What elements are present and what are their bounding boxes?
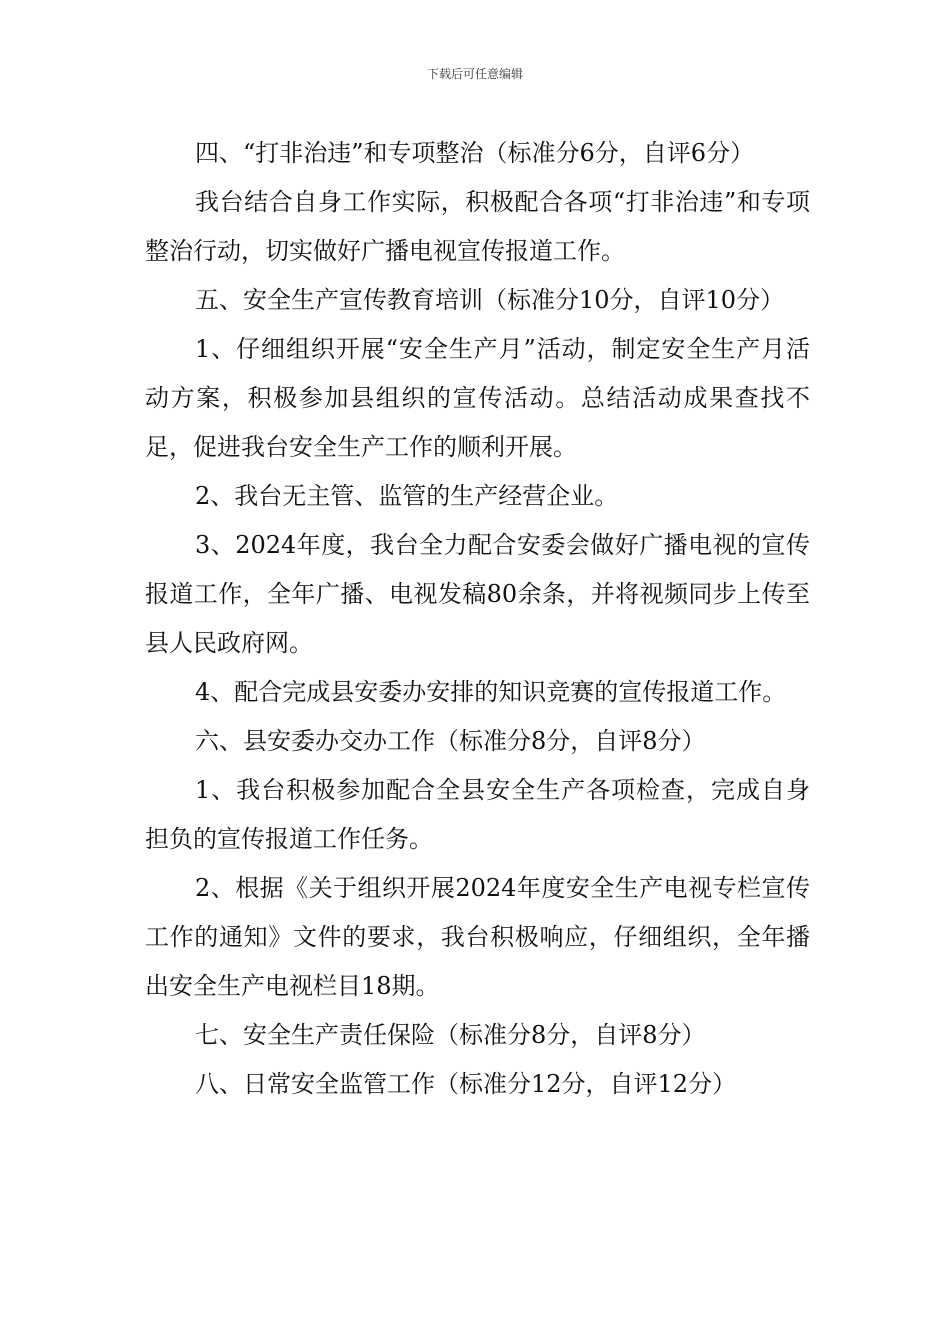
- list-item: 2、我台无主管、监管的生产经营企业。: [195, 482, 619, 510]
- list-item: 2、根据《关于组织开展2024年度安全生产电视专栏宣传工作的通知》文件的要求，我台积极响应，仔细组织，全年播出安全生产电视栏目18期。: [145, 874, 810, 1000]
- list-item: 4、配合完成县安委办安排的知识竞赛的宣传报道工作。: [195, 678, 787, 706]
- page-header-note: 下载后可任意编辑: [426, 67, 523, 81]
- section-heading-7: 七、安全生产责任保险（标准分8分，自评8分）: [195, 1021, 706, 1049]
- document-body: [145, 129, 810, 1109]
- list-item: 1、仔细组织开展“安全生产月”活动，制定安全生产月活动方案，积极参加县组织的宣传活动。总结活动成果查找不足，促进我台安全生产工作的顺利开展。: [145, 335, 810, 461]
- section-heading-4: 四、“打非治违”和专项整治（标准分6分，自评6分）: [195, 139, 755, 167]
- section-heading-6: 六、县安委办交办工作（标准分8分，自评8分）: [195, 727, 706, 755]
- paragraph: 我台结合自身工作实际，积极配合各项“打非治违”和专项整治行动，切实做好广播电视宣传报道工作。: [145, 188, 810, 265]
- section-heading-8: 八、日常安全监管工作（标准分12分，自评12分）: [195, 1070, 737, 1098]
- list-item: 1、我台积极参加配合全县安全生产各项检查，完成自身担负的宣传报道工作任务。: [145, 776, 810, 853]
- section-heading-5: 五、安全生产宣传教育培训（标准分10分，自评10分）: [195, 286, 785, 314]
- list-item: 3、2024年度，我台全力配合安委会做好广播电视的宣传报道工作，全年广播、电视发稿80余条，并将视频同步上传至县人民政府网。: [145, 531, 810, 657]
